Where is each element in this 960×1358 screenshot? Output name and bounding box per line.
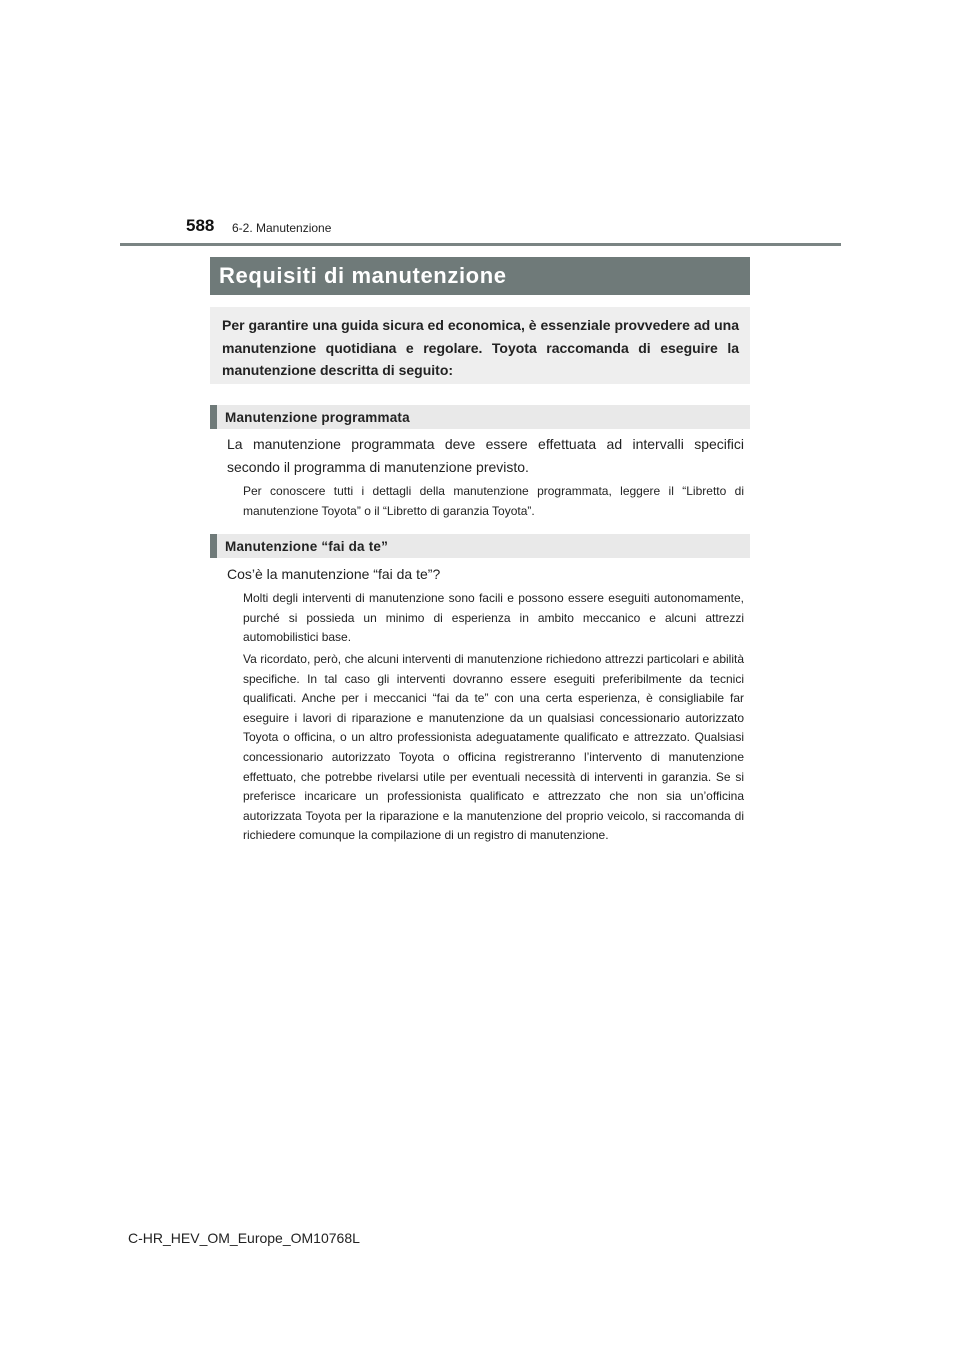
subheading-diy-maintenance	[210, 534, 750, 558]
title-bar	[210, 257, 750, 295]
page-number: 588	[186, 216, 215, 235]
footer-document-code: C-HR_HEV_OM_Europe_OM10768L	[128, 1230, 360, 1246]
header-divider	[120, 243, 841, 246]
page-title: Requisiti di manutenzione	[219, 263, 507, 288]
intro-box	[210, 307, 750, 384]
scheduled-maintenance-note: Per conoscere tutti i dettagli della manutenzione programmata, leggere il “Libretto di manutenzione Toyota” o il “Libretto di garanzia Toyota”.	[243, 484, 744, 518]
diy-maintenance-lead: Cos’è la manutenzione “fai da te”?	[227, 566, 441, 582]
scheduled-maintenance-lead: La manutenzione programmata deve essere effettuata ad intervalli specifici secondo il programma di manutenzione previsto.	[227, 436, 744, 475]
intro-text: Per garantire una guida sicura ed economica, è essenziale provvedere ad una manutenzione quotidiana e regolare. Toyota raccomanda di eseguire la manutenzione descritta di seguito:	[222, 317, 739, 378]
diy-maintenance-paragraph: Molti degli interventi di manutenzione sono facili e possono essere eseguiti autonomamente, purché si possieda un minimo di esperienza in ambito meccanico e alcuni attrezzi automobilistici base.	[243, 591, 744, 645]
subheading-text: Manutenzione “fai da te”	[225, 538, 389, 554]
diy-maintenance-paragraph: Va ricordato, però, che alcuni interventi di manutenzione richiedono attrezzi particolari e abilità specifiche. In tal caso gli interventi dovranno essere eseguiti preferibilmente da tecnici qualificati. Anche per i meccanici “fai da te” con una certa esperienza, è consigliabile far eseguire i lavori di riparazione e manutenzione da un qualsiasi concessionario autorizzato Toyota o officina, o un altro professionista adeguatamente qualificato e attrezzato. Qualsiasi concessionario autorizzato Toyota o officina registreranno l’intervento di manutenzione effettuato, che potrebbe rivelarsi utile per eventuali necessità di interventi in garanzia. Se si preferisce incaricare un professionista qualificato e attrezzato che non sia un’officina autorizzata Toyota per la riparazione e la manutenzione del proprio veicolo, si raccomanda di richiedere comunque la compilazione di un registro di manutenzione.	[243, 652, 744, 843]
subheading-scheduled-maintenance	[210, 405, 750, 429]
subheading-text: Manutenzione programmata	[225, 409, 410, 425]
section-reference: 6-2. Manutenzione	[232, 221, 332, 235]
